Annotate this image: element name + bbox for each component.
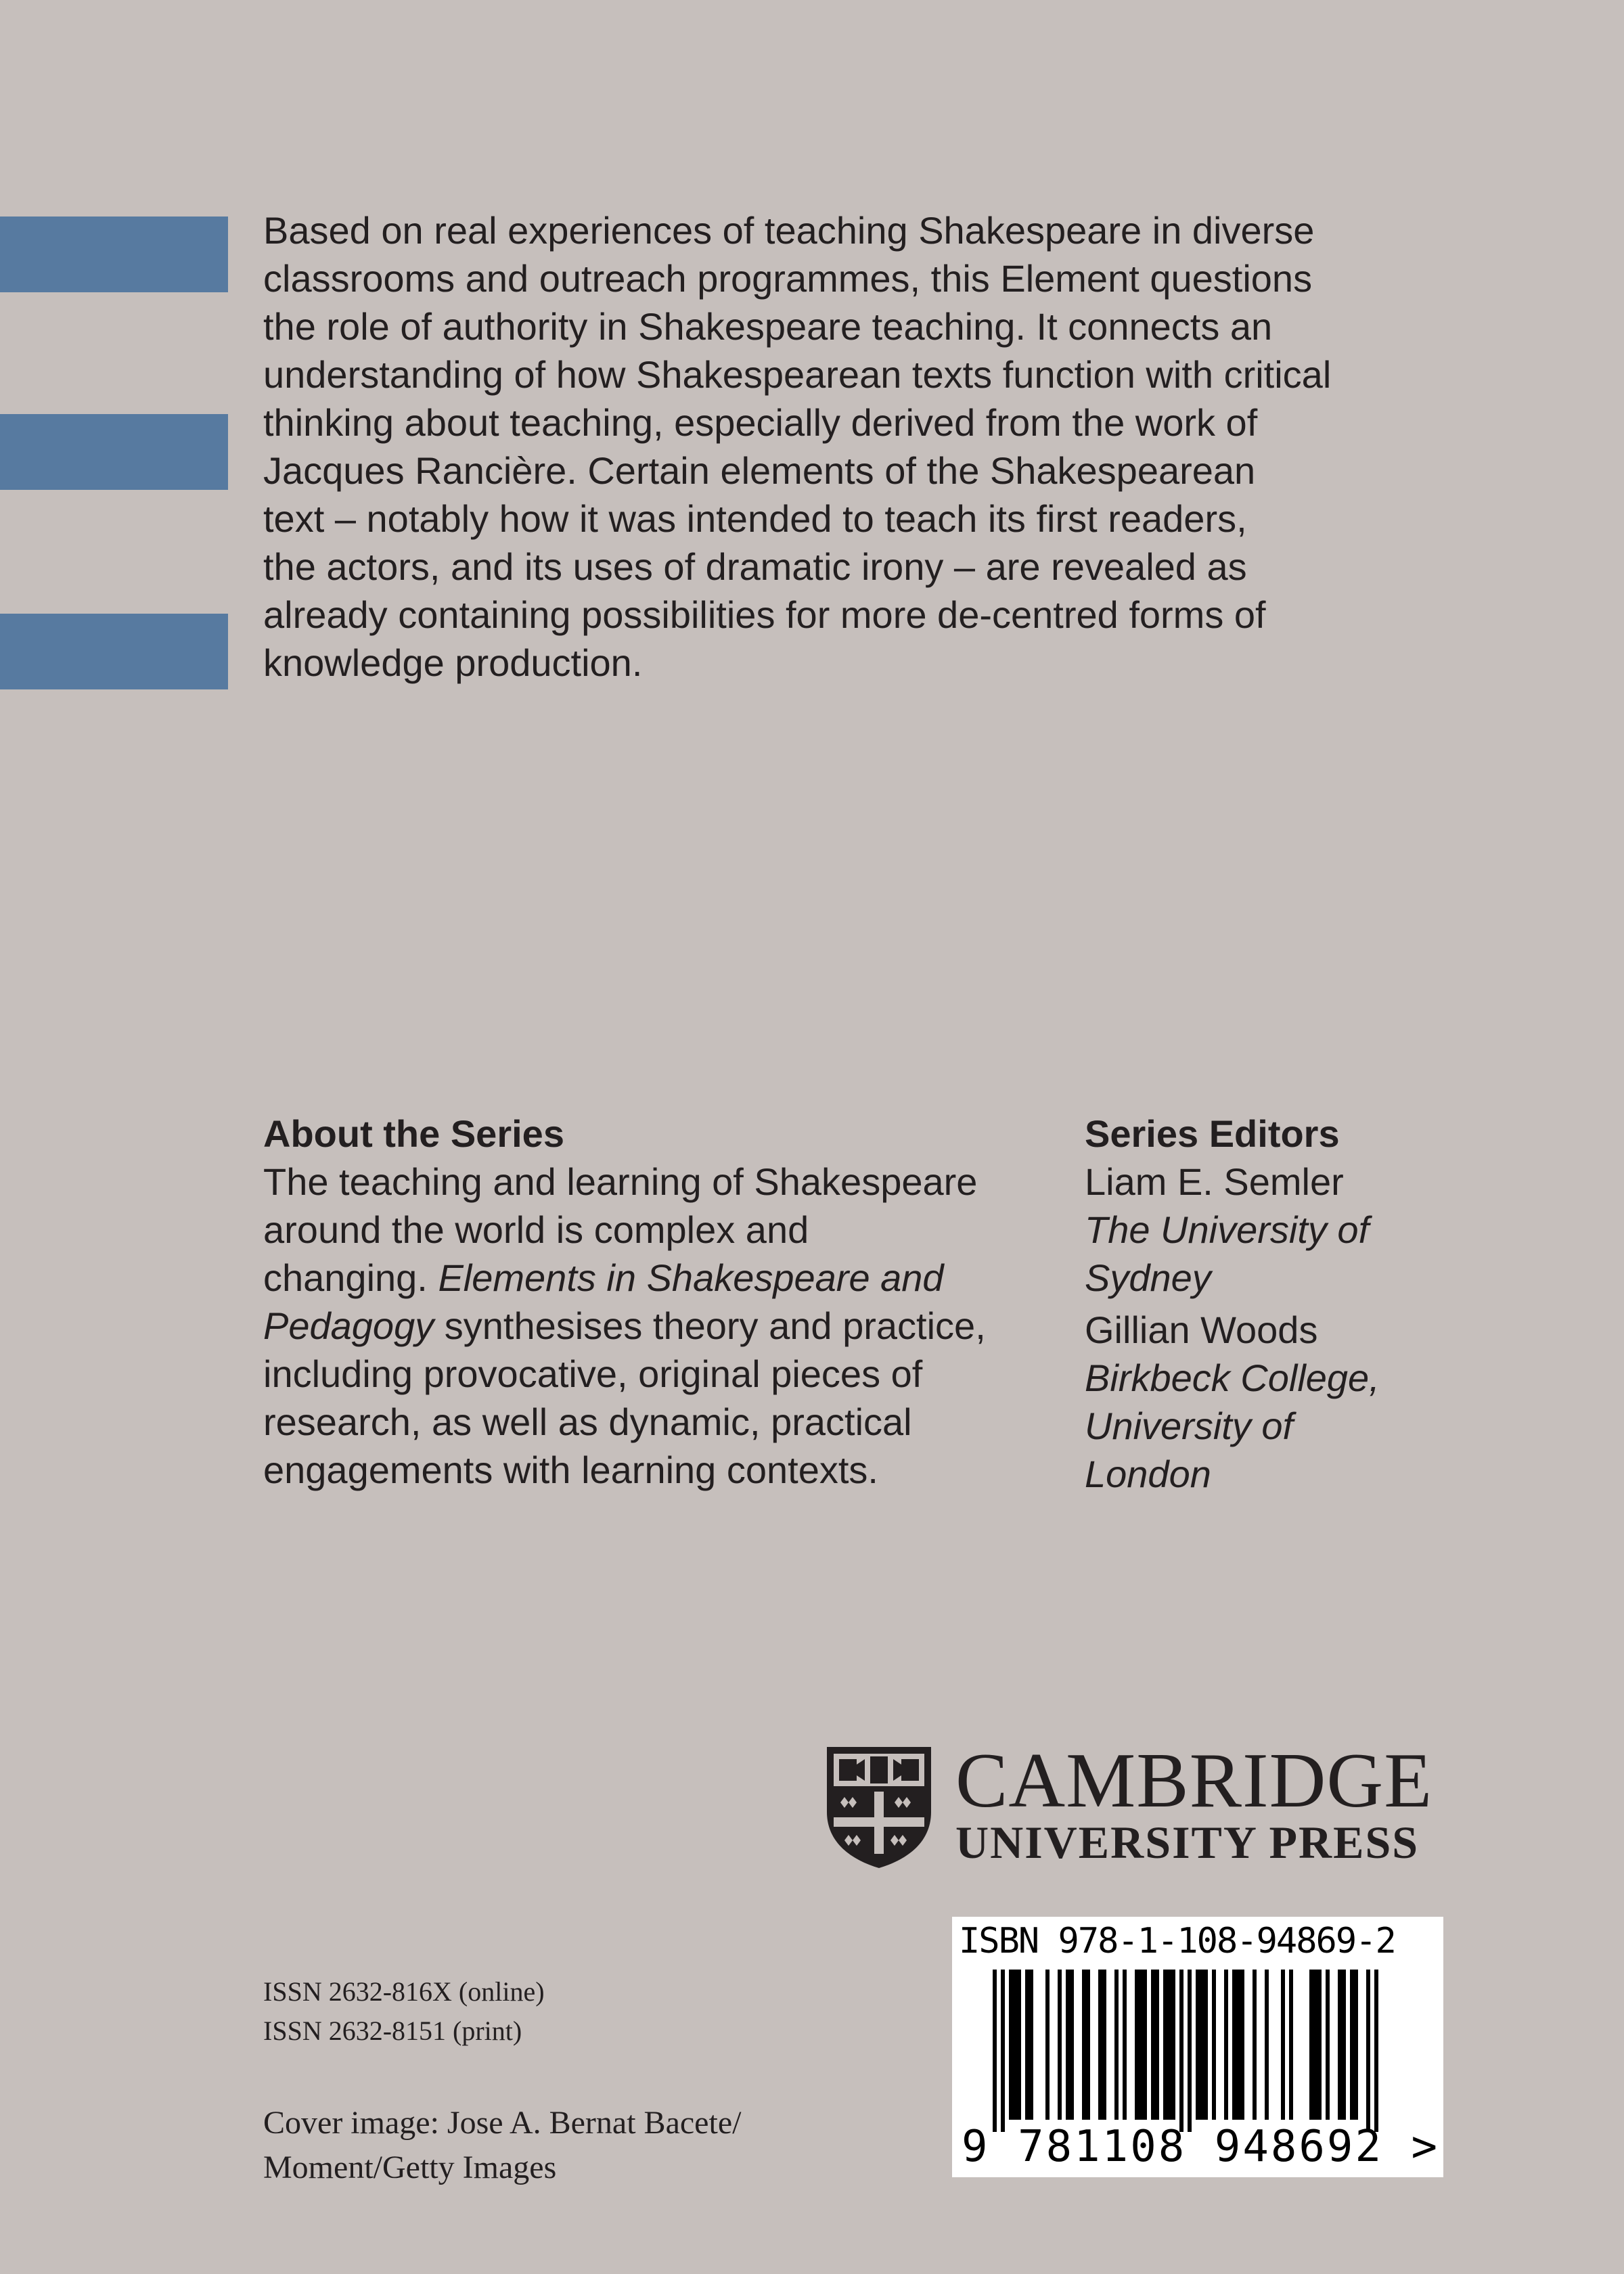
book-description <box>263 206 1481 687</box>
barcode-bar <box>1232 1970 1236 2120</box>
description-line: Based on real experiences of teaching Shakespeare in diverse <box>263 209 1315 252</box>
about-line: The teaching and learning of Shakespeare <box>263 1160 978 1203</box>
barcode-bar <box>1143 1970 1147 2120</box>
barcode-bar <box>1123 1970 1127 2120</box>
issn-online: ISSN 2632-816X (online) <box>263 1976 545 2007</box>
about-line: engagements with learning contexts. <box>263 1449 878 1491</box>
publisher-name-line-2: UNIVERSITY PRESS <box>955 1817 1420 1868</box>
barcode-bar <box>1025 1970 1029 2120</box>
decorative-bar-top <box>0 217 228 292</box>
about-line: research, as well as dynamic, practical <box>263 1401 912 1443</box>
barcode-bar <box>1354 1970 1358 2120</box>
barcode-bar <box>1240 1970 1244 2120</box>
isbn-label: ISBN 978-1-108-94869-2 <box>959 1921 1395 1961</box>
barcode-bar <box>1224 1970 1228 2120</box>
editor-affiliation: Sydney <box>1085 1256 1211 1299</box>
issn-info <box>263 1972 545 2051</box>
barcode-bar <box>1317 1970 1322 2120</box>
cover-credit-line: Cover image: Jose A. Bernat Bacete/ <box>263 2105 742 2141</box>
barcode-bar <box>1045 1970 1050 2120</box>
description-line: understanding of how Shakespearean texts function with critical <box>263 353 1332 396</box>
editors-heading: Series Editors <box>1085 1112 1340 1155</box>
barcode-bar <box>1135 1970 1139 2120</box>
barcode-bar <box>1086 1970 1090 2120</box>
barcode-bar <box>1070 1970 1074 2120</box>
barcode-bar <box>1326 1970 1330 2120</box>
barcode-bar <box>1253 1970 1257 2120</box>
barcode-bar <box>1236 1970 1240 2120</box>
about-line: including provocative, original pieces of <box>263 1352 923 1395</box>
barcode-bar <box>1338 1970 1342 2120</box>
barcode-bar <box>1066 1970 1070 2120</box>
about-text: synthesises theory and practice, <box>434 1304 986 1347</box>
editor-name: Liam E. Semler <box>1085 1160 1344 1203</box>
barcode-bar <box>1179 1970 1183 2132</box>
barcode-bar <box>1114 1970 1119 2120</box>
issn-print: ISSN 2632-8151 (print) <box>263 2016 522 2046</box>
editor-affiliation: University of <box>1085 1405 1294 1447</box>
barcode-bar <box>1342 1970 1346 2120</box>
barcode-bar <box>1265 1970 1269 2120</box>
about-heading: About the Series <box>263 1112 564 1155</box>
barcode-bar <box>1163 1970 1167 2120</box>
barcode-bar <box>1313 1970 1317 2120</box>
publisher-wordmark <box>955 1737 1433 1868</box>
description-line: already containing possibilities for more de-centred forms of <box>263 593 1266 636</box>
barcode-bar <box>1013 1970 1017 2120</box>
description-line: the role of authority in Shakespeare teaching. It connects an <box>263 305 1273 348</box>
editor-name: Gillian Woods <box>1085 1309 1318 1351</box>
barcode-bar <box>1350 1970 1354 2120</box>
editor-affiliation: The University of <box>1085 1208 1370 1251</box>
description-line: knowledge production. <box>263 641 643 684</box>
barcode-bar <box>1374 1970 1378 2132</box>
editor-affiliation: Birkbeck College, <box>1085 1357 1380 1399</box>
barcode-bar <box>1058 1970 1062 2120</box>
series-title-italic: Elements in Shakespeare and <box>438 1256 944 1299</box>
description-line: the actors, and its uses of dramatic irony – are revealed as <box>263 545 1247 588</box>
about-the-series <box>263 1110 1062 1494</box>
description-line: thinking about teaching, especially derived from the work of <box>263 401 1258 444</box>
cover-credit-line: Moment/Getty Images <box>263 2150 557 2185</box>
barcode-bar <box>1155 1970 1159 2120</box>
barcode-bar <box>1009 1970 1013 2120</box>
barcode-bar <box>993 1970 997 2132</box>
barcode-bar <box>1281 1970 1285 2120</box>
barcode-bar <box>1139 1970 1143 2120</box>
publisher-name-line-1: CAMBRIDGE <box>955 1737 1433 1824</box>
series-editors <box>1085 1110 1558 1502</box>
barcode-digits: 9 781108 948692 > <box>962 2122 1440 2172</box>
editor-entry <box>1085 1306 1558 1498</box>
about-text: changing. <box>263 1256 438 1299</box>
description-line: Jacques Rancière. Certain elements of the Shakespearean <box>263 449 1256 492</box>
barcode-bar <box>1029 1970 1033 2120</box>
cover-image-credit <box>263 2101 741 2190</box>
barcode-bar <box>1082 1970 1086 2120</box>
barcode-bar <box>1098 1970 1102 2120</box>
barcode-bar <box>1151 1970 1155 2120</box>
barcode-bar <box>1289 1970 1293 2120</box>
editor-affiliation: London <box>1085 1453 1211 1495</box>
publisher-logo <box>824 1737 1447 1873</box>
barcode-bar <box>1309 1970 1313 2120</box>
decorative-bar-bottom <box>0 614 228 689</box>
series-title-italic: Pedagogy <box>263 1304 434 1347</box>
about-line: around the world is complex and <box>263 1208 809 1251</box>
barcode-bar <box>1001 1970 1005 2132</box>
barcode-bar <box>1212 1970 1216 2120</box>
about-line <box>263 1302 1062 1350</box>
editor-entry <box>1085 1158 1558 1302</box>
decorative-bar-middle <box>0 414 228 490</box>
barcode-bar <box>1204 1970 1208 2120</box>
about-line <box>263 1254 1062 1302</box>
description-line: classrooms and outreach programmes, this Element questions <box>263 257 1313 300</box>
barcode-bar <box>1102 1970 1106 2120</box>
barcode-bar <box>1196 1970 1200 2120</box>
barcode-bar <box>1188 1970 1192 2132</box>
barcode-bar <box>1366 1970 1370 2132</box>
barcode-bar <box>1167 1970 1171 2120</box>
description-line: text – notably how it was intended to teach its first readers, <box>263 497 1247 540</box>
cambridge-crest-icon <box>824 1744 934 1869</box>
barcode-bar <box>1200 1970 1204 2120</box>
isbn-barcode <box>952 1917 1443 2177</box>
barcode-bar <box>1171 1970 1175 2120</box>
barcode-bar <box>1017 1970 1021 2120</box>
